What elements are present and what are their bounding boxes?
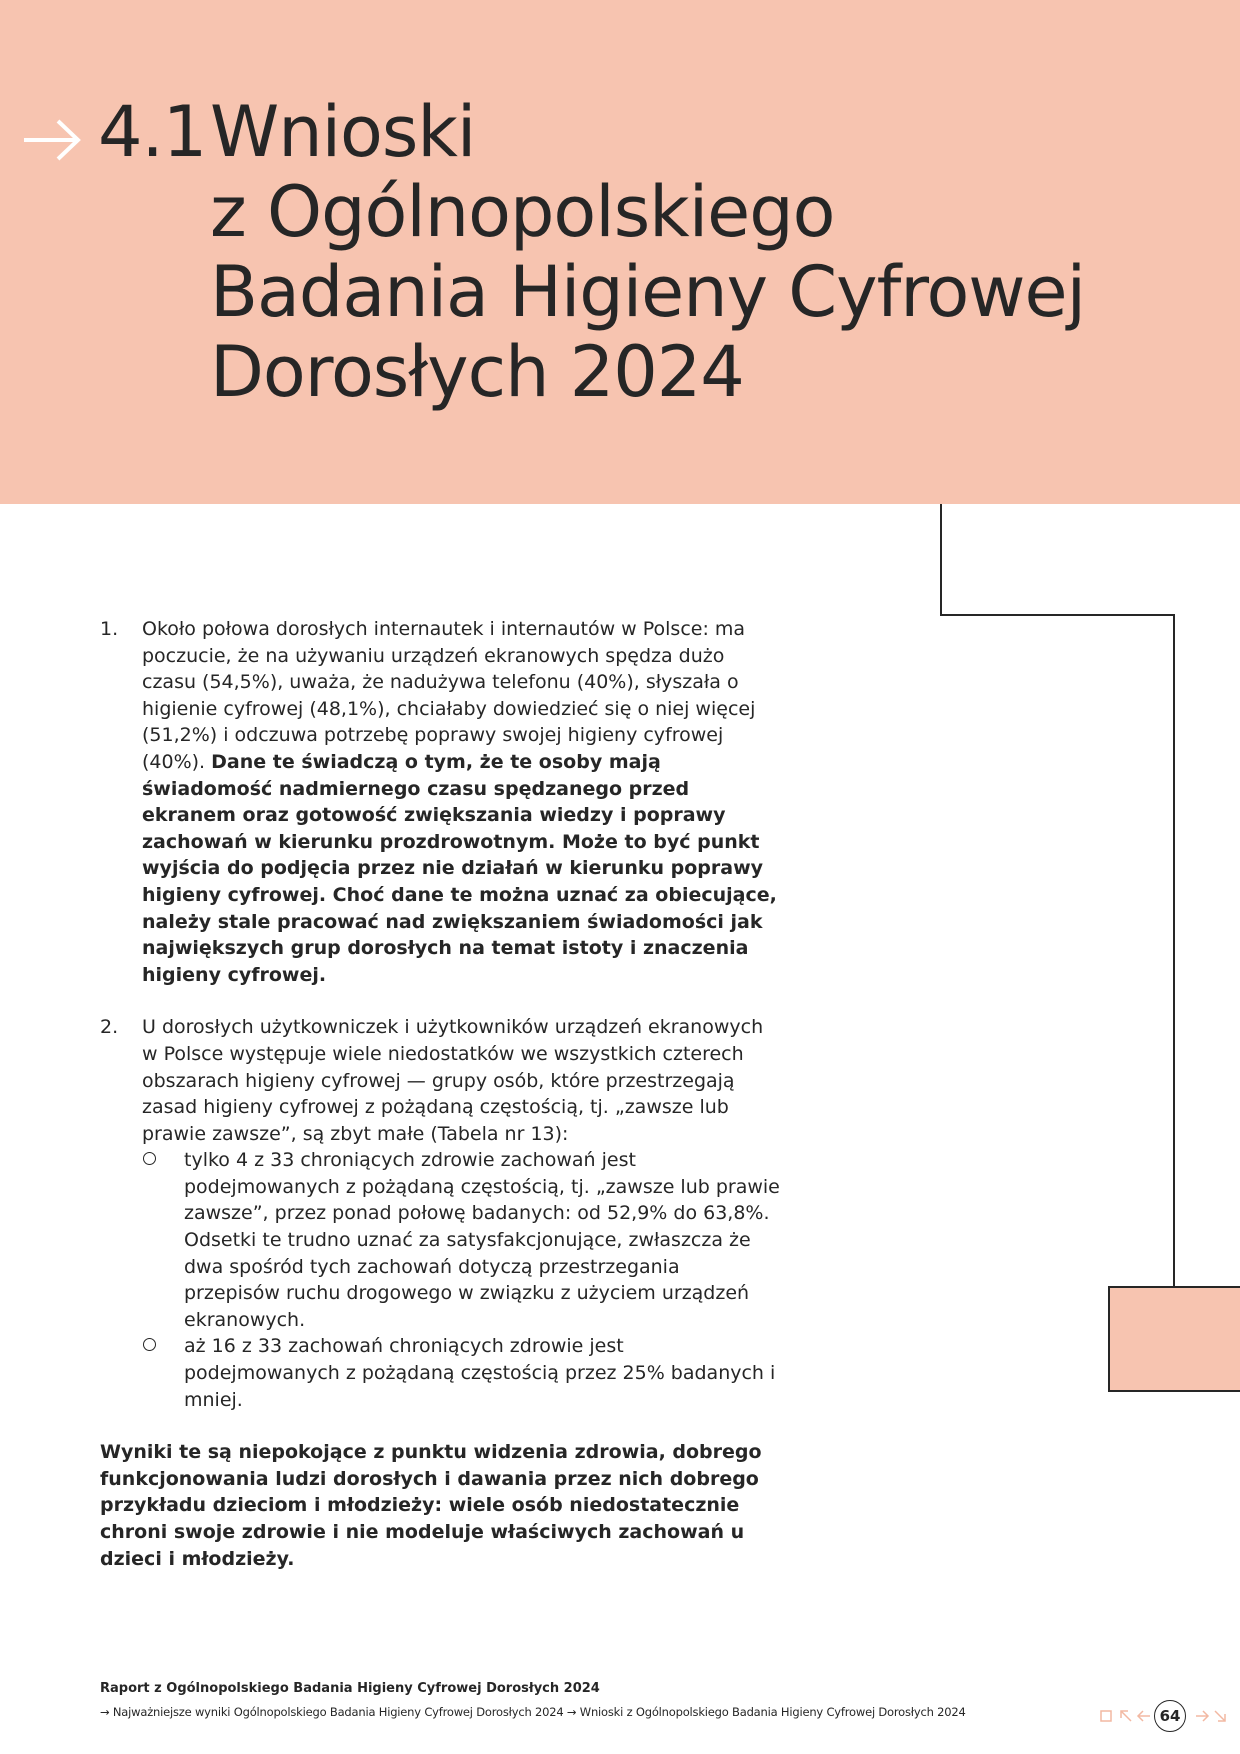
back-arrow-icon[interactable] xyxy=(1136,1708,1152,1724)
sub-list-item xyxy=(142,1333,780,1413)
sub-item-text: aż 16 z 33 zachowań chroniących zdrowie jest podejmowanych z pożądaną częstością przez 25% badanych i mniej. xyxy=(184,1335,776,1411)
circle-bullet-icon xyxy=(143,1152,156,1165)
title-line: Wnioski xyxy=(210,91,476,173)
sub-list xyxy=(142,1147,780,1413)
item-text-bold: Dane te świadczą o tym, że te osoby mają świadomość nadmiernego czasu spędzanego przed ekranem oraz gotowość zwiększania wiedzy i poprawy zachowań w kierunku prozdrowotnym. Może to być punkt wyjścia do podjęcia przez nie działań w kierunku poprawy higieny cyfrowej. Choć dane te można uznać za obiecujące, należy stale pracować nad zwiększaniem świadomości jak największych grup dorosłych na temat istoty i znaczenia higieny cyfrowej. xyxy=(142,750,777,986)
page-number: 64 xyxy=(1154,1700,1186,1732)
item-text xyxy=(142,616,780,988)
main-content xyxy=(100,616,780,1572)
decorative-line xyxy=(1173,614,1175,1288)
item-text-regular: Około połowa dorosłych internautek i internautów w Polsce: ma poczucie, że na używaniu urządzeń ekranowych spędza dużo czasu (54,5%), uważa, że nadużywa telefonu (40%), słyszała o higienie cyfrowej (48,1%), chciałaby dowiedzieć się o niej więcej (51,2%) i odczuwa potrzebę poprawy swojej higieny cyfrowej (40%). xyxy=(142,618,756,773)
bottom-arrow-icon[interactable] xyxy=(1212,1708,1228,1724)
section-number: 4.1 xyxy=(98,91,207,173)
sub-list-item xyxy=(142,1147,780,1333)
title-line: z Ogólnopolskiego xyxy=(210,171,835,253)
page-title xyxy=(210,92,1210,412)
breadcrumb[interactable]: → Najważniejsze wyniki Ogólnopolskiego Badania Higieny Cyfrowej Dorosłych 2024 → Wnioski z Ogólnopolskiego Badania Higieny Cyfrowej Dorosłych 2024 xyxy=(100,1705,966,1719)
conclusion-text: Wyniki te są niepokojące z punktu widzenia zdrowia, dobrego funkcjonowania ludzi dorosłych i dawania przez nich dobrego przykładu dzieciom i młodzieży: wiele osób niedostatecznie chroni swoje zdrowie i nie modeluje właściwych zachowań u dzieci i młodzieży. xyxy=(100,1441,762,1570)
header-band xyxy=(0,0,1240,504)
item-number: 1. xyxy=(100,618,119,640)
item-text: U dorosłych użytkowniczek i użytkowników urządzeń ekranowych w Polsce występuje wiele niedostatków we wszystkich czterech obszarach higieny cyfrowej — grupy osób, które przestrzegają zasad higieny cyfrowej z pożądaną częstością, tj. „zawsze lub prawie zawsze”, są zbyt małe (Tabela nr 13): xyxy=(142,1016,764,1145)
circle-bullet-icon xyxy=(143,1338,156,1351)
item-number: 2. xyxy=(100,1016,119,1039)
home-square-icon[interactable] xyxy=(1098,1708,1114,1724)
decorative-box xyxy=(1108,1286,1240,1392)
list-item xyxy=(100,1014,780,1413)
sub-item-text: tylko 4 z 33 chroniących zdrowie zachowań jest podejmowanych z pożądaną częstością, tj. „zawsze lub prawie zawsze”, przez ponad połowę badanych: od 52,9% do 63,8%. Odsetki te trudno uznać za satysfakcjonujące, zwłaszcza że dwa spośród tych zachowań dotyczą przestrzegania przepisów ruchu drogowego w związku z użyciem urządzeń ekranowych. xyxy=(184,1149,780,1331)
title-line: Badania Higieny Cyfrowej xyxy=(210,251,1086,333)
next-arrow-icon[interactable] xyxy=(1194,1708,1210,1724)
top-arrow-icon[interactable] xyxy=(1118,1708,1134,1724)
list-item xyxy=(100,616,780,988)
decorative-line xyxy=(940,504,942,616)
title-line: Dorosłych 2024 xyxy=(210,331,744,413)
arrow-right-icon xyxy=(22,118,82,162)
decorative-line xyxy=(940,614,1175,616)
footer-report-title[interactable]: Raport z Ogólnopolskiego Badania Higieny Cyfrowej Dorosłych 2024 xyxy=(100,1681,600,1696)
